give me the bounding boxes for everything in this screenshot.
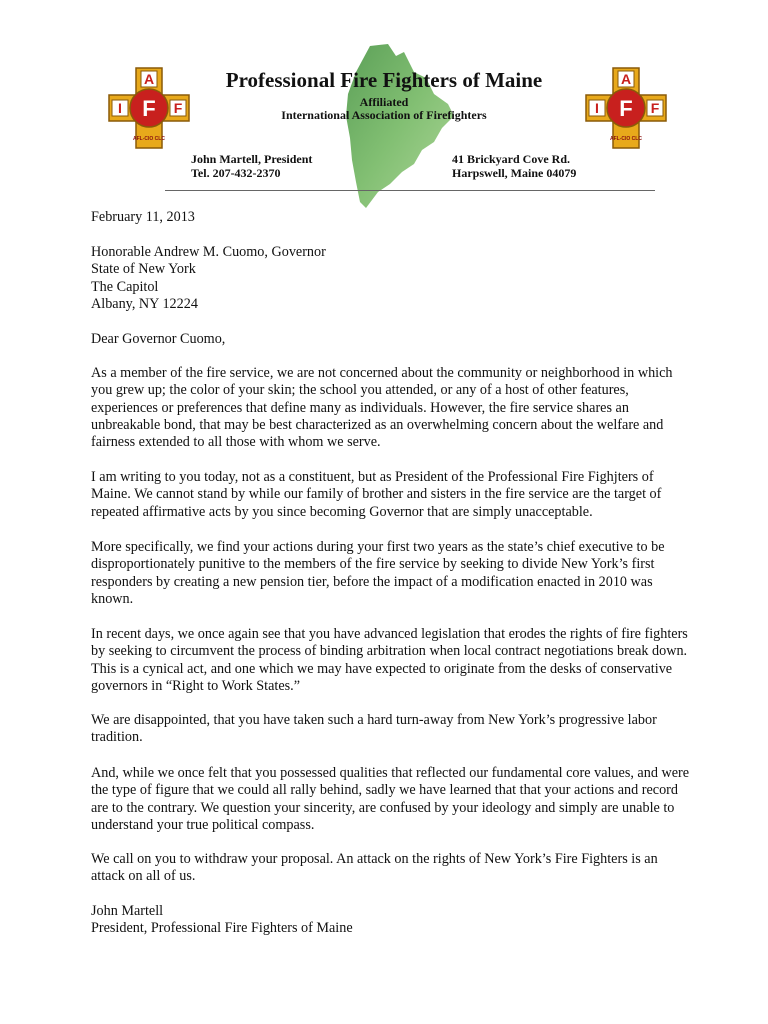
signature-block xyxy=(91,903,691,938)
logo-afl-cio: AFL-CIO CLC xyxy=(133,136,165,142)
logo-letter-a: A xyxy=(620,71,632,87)
paragraph-text: As a member of the fire service, we are not concerned about the community or neighborhood in which you grew up; the color of your skin; the school you attended, or any of a host of other features, experiences or preferences that define many as individuals. However, the fire service shares an unbreakable bond, that may be best characterized as an overwhelming concern about the welfare and fairness extended to all those with whom we serve. xyxy=(91,365,673,451)
recipient-line: Honorable Andrew M. Cuomo, Governor xyxy=(91,244,326,260)
logo-letter-a: A xyxy=(143,71,155,87)
signature-name: John Martell xyxy=(91,903,164,919)
paragraph xyxy=(91,712,691,747)
logo-letter-f-center: F xyxy=(142,96,156,121)
letterhead-divider xyxy=(165,190,655,191)
paragraph-text: We are disappointed, that you have taken such a hard turn-away from New York’s progressive labor tradition. xyxy=(91,712,657,746)
recipient-line: The Capitol xyxy=(91,278,159,295)
paragraph-text: We call on you to withdraw your proposal. An attack on the rights of New York’s Fire Fighters is an attack on all of us. xyxy=(91,851,658,885)
recipient-line: State of New York xyxy=(91,261,196,278)
paragraph-text: And, while we once felt that you possessed qualities that reflected our fundamental core values, and were the type of figure that we could all rally behind, sadly we have learned that that your actions and record are to the contrary. We question your sincerity, are confused by your ideology and simply are unable to understand your true political compass. xyxy=(91,765,690,833)
association-name: International Association of Firefighters xyxy=(281,108,487,122)
paragraph-text: I am writing to you today, not as a constituent, but as President of the Professional Fire Fighjters of Maine. We cannot stand by while our family of brother and sisters in the fire service are the target of repeated affirmative acts by you since becoming Governor that are simply unacceptable. xyxy=(91,469,662,520)
recipient-block xyxy=(91,244,691,313)
logo-letter-f-center: F xyxy=(619,96,633,121)
paragraph xyxy=(91,539,691,608)
affiliated-label: Affiliated xyxy=(359,95,409,109)
phone-number: Tel. 207-432-2370 xyxy=(191,166,281,180)
president-name: John Martell, President xyxy=(191,152,313,166)
logo-letter-f: F xyxy=(173,100,183,116)
contact-left xyxy=(191,152,312,180)
signature-title: President, Professional Fire Fighters of Maine xyxy=(91,920,353,937)
contact-right xyxy=(452,152,576,180)
salutation: Dear Governor Cuomo, xyxy=(91,331,226,347)
logo-letter-f: F xyxy=(650,100,660,116)
paragraph xyxy=(91,365,691,451)
address-line-2: Harpswell, Maine 04079 xyxy=(452,166,577,180)
logo-letter-i: I xyxy=(595,100,599,116)
paragraph xyxy=(91,626,691,695)
address-line-1: 41 Brickyard Cove Rd. xyxy=(452,152,570,166)
logo-letter-i: I xyxy=(118,100,122,116)
organization-title: Professional Fire Fighters of Maine xyxy=(225,68,543,92)
paragraph xyxy=(91,469,691,521)
paragraph-text: More specifically, we find your actions during your first two years as the state’s chief executive to be disproportionately punitive to the members of the fire service by seeking to divide New York’s first responders by creating a new pension tier, before the impact of a modification enacted in 2010 was known. xyxy=(91,539,665,607)
recipient-line: Albany, NY 12224 xyxy=(91,295,198,312)
letter-date: February 11, 2013 xyxy=(91,209,195,225)
paragraph-text: In recent days, we once again see that you have advanced legislation that erodes the rights of fire fighters by seeking to circumvent the process of binding arbitration when local contract negotiations break down. This is a cynical act, and one which we may have expected to originate from the desks of conservative governors in “Right to Work States.” xyxy=(91,626,688,694)
logo-afl-cio: AFL-CIO CLC xyxy=(610,136,642,142)
paragraph xyxy=(91,765,691,834)
paragraph xyxy=(91,851,691,886)
